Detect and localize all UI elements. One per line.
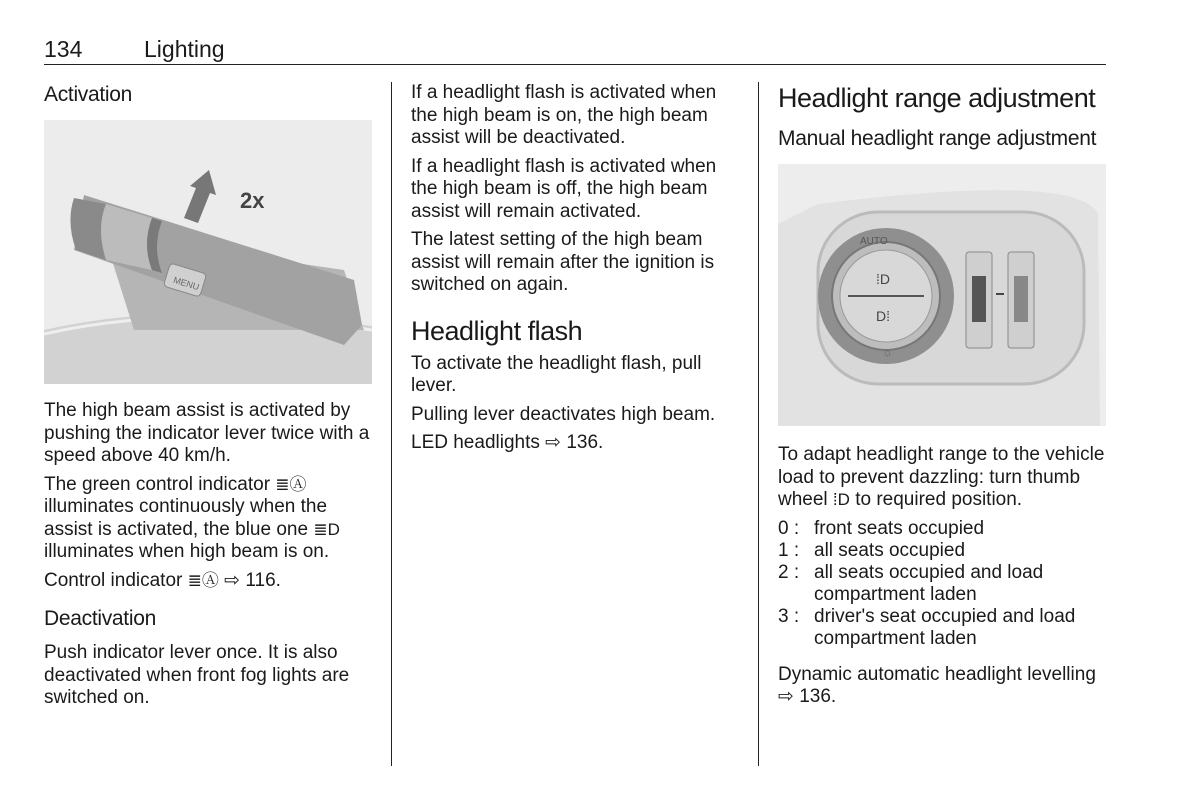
high-beam-assist-icon: ≣Ⓐ (275, 474, 307, 494)
paragraph: Control indicator ≣Ⓐ ⇨ 116. (44, 569, 281, 591)
thumb-wheel-icon: ⁞D (832, 490, 850, 509)
svg-text:D⁞: D⁞ (876, 308, 890, 324)
range-position-list (778, 518, 1108, 650)
paragraph: If a headlight flash is activated when the high beam is off, the high beam assist will remain activated. (411, 155, 717, 222)
page-number: 134 (44, 36, 83, 62)
paragraph: If a headlight flash is activated when the high beam is on, the high beam assist will be deactivated. (411, 82, 717, 148)
paragraph: The latest setting of the high beam assist will remain after the ignition is switched on again. (411, 229, 715, 295)
page-reference-arrow-icon: ⇨ (778, 686, 794, 707)
indicator-lever-figure (44, 120, 372, 384)
heading-headlight-range: Headlight range adjustment (778, 83, 1096, 113)
paragraph: To activate the headlight flash, pull lever. (411, 352, 702, 396)
heading-manual-range: Manual headlight range adjustment (778, 127, 1097, 150)
column-2 (411, 82, 741, 461)
list-item: 3 : driver's seat occupied and load compartment laden (778, 605, 1076, 649)
high-beam-assist-icon: ≣Ⓐ (187, 570, 219, 590)
paragraph: Dynamic automatic headlight levelling ⇨ 136. (778, 663, 1096, 707)
auto-label: AUTO (860, 236, 888, 247)
paragraph: Push indicator lever once. It is also deactivated when front fog lights are switched on. (44, 642, 350, 708)
page-header (44, 34, 1106, 65)
column-divider (758, 82, 759, 766)
arrow-label: 2x (240, 188, 265, 213)
heading-deactivation: Deactivation (44, 607, 156, 630)
svg-text:⁞D: ⁞D (876, 271, 890, 287)
light-switch-figure (778, 164, 1106, 426)
high-beam-icon: ≣D (313, 519, 340, 539)
page-reference-arrow-icon: ⇨ (224, 569, 241, 591)
list-item: 2 : all seats occupied and load compartment laden (778, 561, 1044, 605)
paragraph: LED headlights ⇨ 136. (411, 432, 604, 453)
section-title: Lighting (144, 36, 225, 62)
page-reference-arrow-icon: ⇨ (545, 432, 562, 453)
paragraph: Pulling lever deactivates high beam. (411, 403, 716, 425)
heading-activation: Activation (44, 83, 133, 106)
column-divider (391, 82, 392, 766)
column-1 (44, 82, 376, 716)
svg-text:☼: ☼ (882, 345, 893, 359)
paragraph: The high beam assist is activated by pushing the indicator lever twice with a speed above 40 km/h. (44, 400, 370, 466)
paragraph: To adapt headlight range to the vehicle load to prevent dazzling: turn thumb wheel ⁞D to required position. (778, 444, 1105, 510)
list-item: 1 : all seats occupied (778, 539, 966, 561)
paragraph: The green control indicator ≣Ⓐ illuminates continuously when the assist is activated, the blue one ≣D illuminates when high beam is on. (44, 473, 340, 562)
column-3 (778, 82, 1108, 715)
heading-headlight-flash: Headlight flash (411, 315, 583, 346)
list-item: 0 : front seats occupied (778, 517, 985, 539)
menu-button-label: MENU (172, 274, 201, 293)
